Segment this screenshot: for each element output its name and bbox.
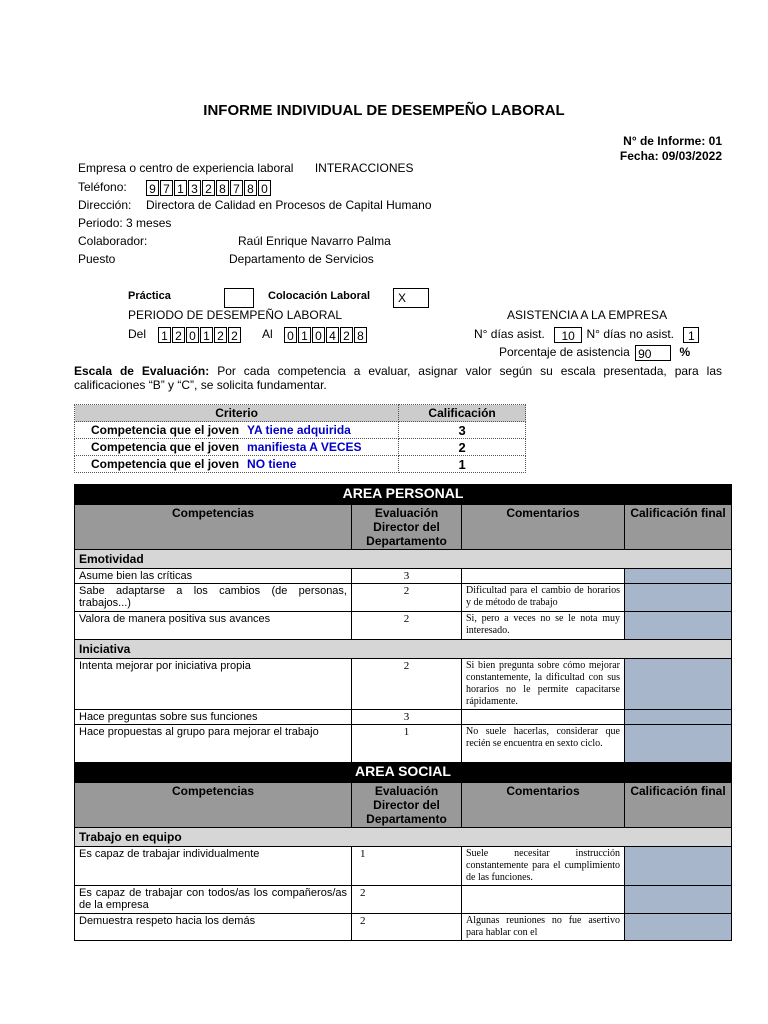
comentario-cell: Si, pero a veces no se le nota muy interesado.: [462, 612, 625, 640]
calificacion-final-cell[interactable]: [625, 725, 732, 763]
colaborador-row: [78, 234, 391, 248]
periodo-desempeno-label: PERIODO DE DESEMPEÑO LABORAL: [128, 308, 343, 322]
evaluation-table: [74, 484, 732, 941]
calificacion-final-cell[interactable]: [625, 584, 732, 612]
del-digit-box[interactable]: 2: [228, 327, 241, 343]
competencia-cell: Demuestra respeto hacia los demás: [75, 914, 352, 941]
telefono-digits: [146, 180, 272, 194]
porcentaje-box[interactable]: 90: [635, 345, 671, 361]
competencia-cell: Es capaz de trabajar individualmente: [75, 847, 352, 886]
competencias-header: Competencias: [75, 783, 352, 828]
column-header-row: [75, 505, 732, 550]
colocacion-checkbox[interactable]: X: [393, 288, 429, 308]
al-digit-box[interactable]: 8: [354, 327, 367, 343]
comentario-cell: No suele hacerlas, considerar que recién se encuentra en sexto ciclo.: [462, 725, 625, 763]
competencia-cell: Hace preguntas sobre sus funciones: [75, 710, 352, 725]
criterio-blue: YA tiene adquirida: [247, 423, 351, 437]
calificacion-final-cell[interactable]: [625, 569, 732, 584]
criterio-label: Competencia que el joven: [91, 423, 240, 437]
criterio-blue: NO tiene: [247, 457, 297, 471]
al-digit-box[interactable]: 2: [340, 327, 353, 343]
practica-checkbox[interactable]: [224, 288, 254, 308]
calificacion-header: Calificación final: [625, 505, 732, 550]
evaluacion-cell: 2: [352, 914, 462, 941]
iniciativa-title: Iniciativa: [75, 640, 732, 659]
comentario-cell: Algunas reuniones no fue asertivo para hablar con el: [462, 914, 625, 941]
al-digit-box[interactable]: 1: [298, 327, 311, 343]
porcentaje-label: Porcentaje de asistencia: [499, 345, 630, 360]
competencia-cell: Intenta mejorar por iniciativa propia: [75, 659, 352, 710]
puesto-label: Puesto: [78, 252, 116, 266]
section-row: [75, 640, 732, 659]
puesto-row: [78, 252, 374, 266]
report-date: Fecha: 09/03/2022: [619, 149, 722, 163]
comentario-cell: Dificultad para el cambio de horarios y de método de trabajo: [462, 584, 625, 612]
evaluacion-cell: 3: [352, 569, 462, 584]
criterio-value: 1: [399, 456, 526, 473]
del-digit-box[interactable]: 2: [214, 327, 227, 343]
criterio-blue: manifiesta A VECES: [247, 440, 362, 454]
column-header-row: [75, 783, 732, 828]
evaluacion-cell: 3: [352, 710, 462, 725]
del-digits: [158, 327, 242, 341]
comentario-cell: [462, 569, 625, 584]
competencia-cell: Hace propuestas al grupo para mejorar el trabajo: [75, 725, 352, 763]
del-label: Del: [128, 327, 147, 342]
area-social-header: [75, 763, 732, 783]
direccion-value: Directora de Calidad en Procesos de Capital Humano: [146, 198, 432, 212]
criterio-header-row: [75, 405, 526, 422]
competencia-cell: Valora de manera positiva sus avances: [75, 612, 352, 640]
evaluacion-header: Evaluación Director del Departamento: [352, 505, 462, 550]
al-label: Al: [262, 327, 273, 342]
escala-label: Escala de Evaluación:: [74, 364, 210, 378]
criterio-value: 2: [399, 439, 526, 456]
dias-asist-label: N° días asist.: [474, 327, 545, 342]
evaluacion-cell: 2: [352, 612, 462, 640]
evaluacion-cell: 1: [352, 847, 462, 886]
del-row: [128, 327, 368, 343]
comentario-cell: Suele necesitar instrucción constantemente para el cumplimiento de las funciones.: [462, 847, 625, 886]
report-number: N° de Informe: 01: [623, 134, 722, 148]
comentario-cell: [462, 886, 625, 914]
emotividad-title: Emotividad: [75, 550, 732, 569]
calificacion-final-cell[interactable]: [625, 612, 732, 640]
competencia-cell: Es capaz de trabajar con todos/as los compañeros/as de la empresa: [75, 886, 352, 914]
dias-asist-row: [474, 327, 700, 343]
trabajo-title: Trabajo en equipo: [75, 828, 732, 847]
table-row: [75, 710, 732, 725]
area-personal-title: AREA PERSONAL: [75, 485, 732, 505]
telefono-digit-box[interactable]: 3: [188, 180, 201, 196]
calificacion-header: Calificación: [399, 405, 526, 422]
del-digit-box[interactable]: 2: [172, 327, 185, 343]
comentario-cell: [462, 710, 625, 725]
table-row: [75, 725, 732, 763]
table-row: [75, 584, 732, 612]
telefono-digit-box[interactable]: 9: [146, 180, 159, 196]
evaluacion-cell: 2: [352, 584, 462, 612]
al-digit-box[interactable]: 0: [312, 327, 325, 343]
table-row: [75, 569, 732, 584]
colaborador-label: Colaborador:: [78, 234, 148, 248]
empresa-row: [78, 161, 414, 175]
al-digit-box[interactable]: 0: [284, 327, 297, 343]
telefono-digit-box[interactable]: 7: [230, 180, 243, 196]
telefono-row: [78, 180, 272, 196]
calificacion-final-cell[interactable]: [625, 659, 732, 710]
calificacion-final-cell[interactable]: [625, 886, 732, 914]
table-row: [75, 612, 732, 640]
empresa-value: INTERACCIONES: [314, 161, 414, 175]
colaborador-value: Raúl Enrique Navarro Palma: [238, 234, 391, 248]
evaluacion-header: Evaluación Director del Departamento: [352, 783, 462, 828]
escala-text: [74, 364, 722, 392]
empresa-label: Empresa o centro de experiencia laboral: [78, 161, 294, 175]
telefono-digit-box[interactable]: 0: [258, 180, 271, 196]
puesto-value: Departamento de Servicios: [229, 252, 374, 266]
section-row: [75, 550, 732, 569]
area-social-title: AREA SOCIAL: [75, 763, 732, 783]
telefono-digit-box[interactable]: 8: [216, 180, 229, 196]
report-title: INFORME INDIVIDUAL DE DESEMPEÑO LABORAL: [203, 102, 565, 119]
comentarios-header: Comentarios: [462, 505, 625, 550]
al-digits: [284, 327, 368, 341]
evaluacion-cell: 2: [352, 886, 462, 914]
evaluacion-cell: 2: [352, 659, 462, 710]
calificacion-final-cell[interactable]: [625, 847, 732, 886]
criterio-label: Competencia que el joven: [91, 440, 240, 454]
del-digit-box[interactable]: 1: [158, 327, 171, 343]
del-digit-box[interactable]: 1: [200, 327, 213, 343]
direccion-label: Dirección:: [78, 198, 132, 212]
telefono-digit-box[interactable]: 7: [160, 180, 173, 196]
competencias-header: Competencias: [75, 505, 352, 550]
competencia-cell: Asume bien las críticas: [75, 569, 352, 584]
criterio-value: 3: [399, 422, 526, 439]
calificacion-final-cell[interactable]: [625, 710, 732, 725]
table-row: [75, 847, 732, 886]
telefono-digit-box[interactable]: 2: [202, 180, 215, 196]
comentario-cell: Si bien pregunta sobre cómo mejorar constantemente, la dificultad con sus horarios no le permite capacitarse rápidamente.: [462, 659, 625, 710]
criterio-header: Criterio: [75, 405, 399, 422]
table-row: [75, 914, 732, 941]
porcentaje-sign: %: [679, 345, 691, 360]
criterio-label: Competencia que el joven: [91, 457, 240, 471]
practica-label: Práctica: [128, 290, 171, 302]
criterio-row: [75, 422, 526, 439]
dias-no-asist-box[interactable]: 1: [683, 327, 699, 343]
al-digit-box[interactable]: 4: [326, 327, 339, 343]
del-digit-box[interactable]: 0: [186, 327, 199, 343]
criterio-row: [75, 456, 526, 473]
evaluacion-cell: 1: [352, 725, 462, 763]
criterio-row: [75, 439, 526, 456]
table-row: [75, 659, 732, 710]
telefono-digit-box[interactable]: 1: [174, 180, 187, 196]
colocacion-label: Colocación Laboral: [268, 290, 371, 302]
dias-no-asist-label: N° días no asist.: [586, 327, 675, 342]
comentarios-header: Comentarios: [462, 783, 625, 828]
asistencia-label: ASISTENCIA A LA EMPRESA: [507, 308, 668, 322]
direccion-row: [78, 198, 432, 212]
dias-asist-box[interactable]: 10: [554, 327, 582, 343]
porcentaje-row: [499, 345, 690, 361]
competencia-cell: Sabe adaptarse a los cambios (de personas, trabajos...): [75, 584, 352, 612]
area-personal-header: [75, 485, 732, 505]
telefono-label: Teléfono:: [78, 180, 127, 195]
periodo-row: Periodo: 3 meses: [78, 216, 172, 230]
criterio-table: [74, 404, 526, 473]
calificacion-header: Calificación final: [625, 783, 732, 828]
table-row: [75, 886, 732, 914]
calificacion-final-cell[interactable]: [625, 914, 732, 941]
escala-body: Por cada competencia a evaluar, asignar valor según su escala presentada, para las calificaciones “B” y “C”, se solicita fundamentar.: [74, 364, 722, 392]
telefono-digit-box[interactable]: 8: [244, 180, 257, 196]
section-row: [75, 828, 732, 847]
